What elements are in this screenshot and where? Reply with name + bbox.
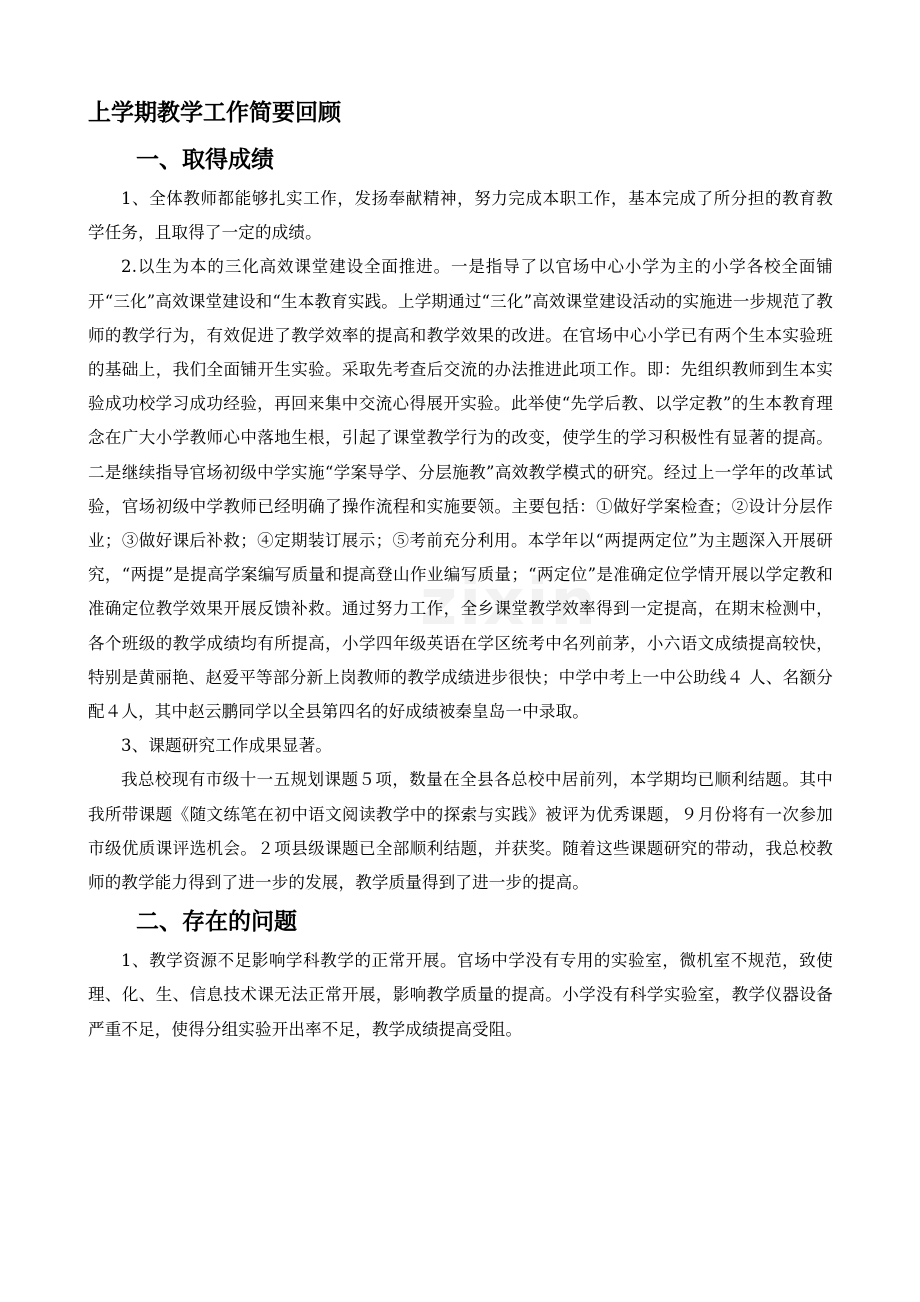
section-problems [88, 900, 833, 1047]
paragraph: 2.以生为本的三化高效课堂建设全面推进。一是指导了以官场中心小学为主的小学各校全面铺开“三化”高效课堂建设和“生本教育实践。上学期通过“三化”高效课堂建设活动的实施进一步规范了教师的教学行为，有效促进了教学效率的提高和教学效果的改进。在官场中心小学已有两个生本实验班的基础上，我们全面铺开生实验。采取先考查后交流的办法推进此项工作。即：先组织教师到生本实验成功校学习成功经验，再回来集中交流心得展开实验。此举使“先学后教、以学定教”的生本教育理念在广大小学教师心中落地生根，引起了课堂教学行为的改变，使学生的学习积极性有显著的提高。二是继续指导官场初级中学实施“学案导学、分层施教”高效教学模式的研究。经过上一学年的改革试验，官场初级中学教师已经明确了操作流程和实施要领。主要包括：①做好学案检查；②设计分层作业；③做好课后补救；④定期装订展示；⑤考前充分利用。本学年以“两提两定位”为主题深入开展研究，“两提”是提高学案编写质量和提高登山作业编写质量；“两定位”是准确定位学情开展以学定教和准确定位教学效果开展反馈补救。通过努力工作，全乡课堂教学效率得到一定提高，在期末检测中，各个班级的教学成绩均有所提高，小学四年级英语在学区统考中名列前茅，小六语文成绩提高较快，特别是黄丽艳、赵爱平等部分新上岗教师的教学成绩进步很快；中学中考上一中公助线４ 人、名额分配４人，其中赵云鹏同学以全县第四名的好成绩被秦皇岛一中录取。 [88, 257, 833, 722]
document-title: 上学期教学工作简要回顾 [88, 100, 341, 126]
paragraph: 1、全体教师都能够扎实工作，发扬奉献精神，努力完成本职工作，基本完成了所分担的教育教学任务，且取得了一定的成绩。 [88, 189, 833, 243]
watermark-text: zixin [420, 566, 598, 640]
section-achievements [88, 138, 833, 900]
paragraph: 我总校现有市级十一五规划课题５项，数量在全县各总校中居前列，本学期均已顺利结题。其中我所带课题《随文练笔在初中语文阅读教学中的探索与实践》被评为优秀课题，９月份将有一次参加市级优质课评选机会。２项县级课题已全部顺利结题，并获奖。随着这些课题研究的带动，我总校教师的教学能力得到了进一步的发展，教学质量得到了进一步的提高。 [88, 770, 833, 893]
section-heading: 一、取得成绩 [136, 147, 274, 173]
paragraph: 3、课题研究工作成果显著。 [121, 736, 333, 756]
section-heading: 二、存在的问题 [136, 909, 297, 936]
document-page [88, 92, 833, 1047]
paragraph: 1、教学资源不足影响学科教学的正常开展。官场中学没有专用的实验室，微机室不规范，致使理、化、生、信息技术课无法正常开展，影响教学质量的提高。小学没有科学实验室，教学仪器设备严重不足，使得分组实验开出率不足，教学成绩提高受阻。 [88, 951, 833, 1039]
